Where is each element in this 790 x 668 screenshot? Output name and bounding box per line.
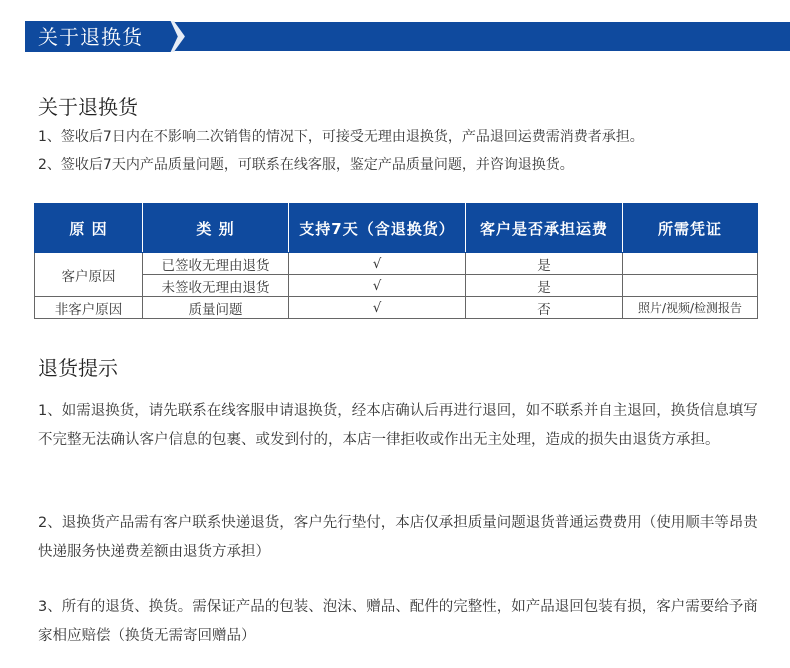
cell-category: 质量问题 xyxy=(143,297,289,319)
policy-line-1: 1、签收后7日内在不影响二次销售的情况下，可接受无理由退换货，产品退回运费需消费者承担。 xyxy=(38,129,644,145)
cell-category: 已签收无理由退货 xyxy=(143,253,289,275)
cell-support: √ xyxy=(289,297,466,319)
table-row xyxy=(35,297,758,319)
cell-category: 未签收无理由退货 xyxy=(143,275,289,297)
column-header-category: 类 别 xyxy=(143,204,289,253)
cell-proof xyxy=(623,275,758,297)
table-row xyxy=(35,275,758,297)
cell-freight: 是 xyxy=(466,275,623,297)
column-header-7day-support: 支持7天（含退换货） xyxy=(289,204,466,253)
cell-proof xyxy=(623,253,758,275)
policy-line-2: 2、签收后7天内产品质量问题，可联系在线客服，鉴定产品质量问题，并咨询退换货。 xyxy=(38,157,574,173)
cell-freight: 是 xyxy=(466,253,623,275)
cell-reason: 非客户原因 xyxy=(35,297,143,319)
section-heading-returns: 关于退换货 xyxy=(38,95,138,119)
return-tip-3: 3、所有的退货、换货。需保证产品的包装、泡沫、赠品、配件的完整性，如产品退回包装有损，客户需要给予商家相应赔偿（换货无需寄回赠品） xyxy=(38,599,758,644)
cell-freight: 否 xyxy=(466,297,623,319)
table-header-row xyxy=(35,204,758,253)
return-policy-table xyxy=(34,203,758,319)
column-header-freight: 客户是否承担运费 xyxy=(466,204,623,253)
section-heading-return-tips: 退货提示 xyxy=(38,356,118,380)
return-tip-1: 1、如需退换货，请先联系在线客服申请退换货，经本店确认后再进行退回，如不联系并自主退回，换货信息填写不完整无法确认客户信息的包裹、或发到付的，本店一律拒收或作出无主处理，造成的损失由退货方承担。 xyxy=(38,403,758,448)
table-row xyxy=(35,253,758,275)
cell-proof: 照片/视频/检测报告 xyxy=(623,297,758,319)
return-tip-2: 2、退换货产品需有客户联系快递退货，客户先行垫付，本店仅承担质量问题退货普通运费费用（使用顺丰等昂贵快递服务快递费差额由退货方承担） xyxy=(38,515,758,560)
banner-title: 关于退换货 xyxy=(38,25,143,49)
cell-support: √ xyxy=(289,253,466,275)
column-header-reason: 原 因 xyxy=(35,204,143,253)
cell-reason: 客户原因 xyxy=(35,253,143,297)
column-header-proof: 所需凭证 xyxy=(623,204,758,253)
cell-support: √ xyxy=(289,275,466,297)
